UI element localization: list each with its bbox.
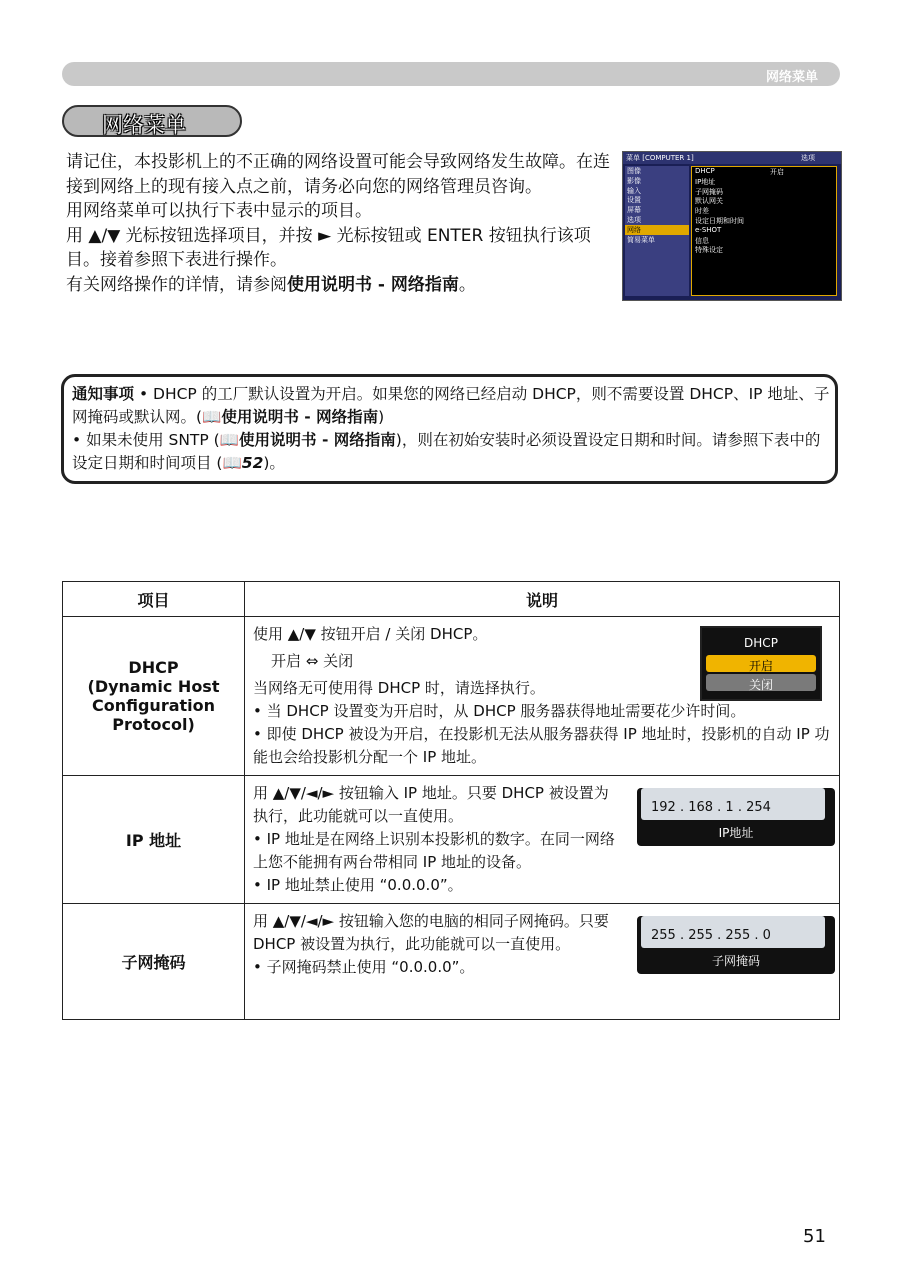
notice-line2-cont: )，则在初始安装时必须设置设定日期和时间。请参照下表中的设定日期和时间项目 (	[72, 431, 821, 472]
desc-line: 用 ▲/▼/◄/► 按钮输入您的电脑的相同子网掩码。只要 DHCP 被设置为执行，此功能就可以一直使用。	[253, 912, 609, 953]
notice-line1-end: )	[378, 408, 385, 426]
table-row-ip	[63, 776, 840, 904]
menu-left-item: 简易菜单	[627, 235, 655, 244]
menu-right-item: IP地址	[695, 177, 716, 186]
dhcp-osd-preview	[700, 626, 822, 701]
menu-right-label: DHCP	[695, 167, 715, 175]
intro-line: 用 ▲/▼ 光标按钮选择项目，并按 ► 光标按钮或 ENTER 按钮执行该项目。接着参照下表进行操作。	[66, 225, 591, 270]
notice-line2-end: )。	[263, 454, 285, 472]
menu-right-item: 时差	[695, 207, 709, 216]
intro-ref-suffix: 。	[458, 274, 476, 295]
menu-left-item: 输入	[627, 186, 641, 195]
subnet-osd-preview	[637, 916, 835, 974]
item-dhcp-line: DHCP	[128, 658, 179, 677]
page-number: 51	[803, 1226, 826, 1247]
desc-line: 当网络无可使用得 DHCP 时，请选择执行。	[253, 679, 545, 697]
desc-line: • IP 地址禁止使用 “0.0.0.0”。	[253, 876, 463, 894]
dhcp-osd-off: 关闭	[706, 674, 816, 691]
dhcp-osd-title: DHCP	[744, 636, 778, 650]
dhcp-osd-on: 开启	[706, 655, 816, 672]
table-row-subnet	[63, 904, 840, 1020]
manual-reference: 使用说明书 - 网络指南	[287, 274, 459, 295]
ip-osd-preview	[637, 788, 835, 846]
menu-right-item: 子网掩码	[695, 187, 723, 196]
col-item-header: 项目	[63, 582, 245, 617]
intro-text	[66, 150, 611, 297]
menu-right-item: 默认网关	[695, 197, 723, 206]
col-desc-header: 说明	[245, 582, 840, 617]
ip-osd-label: IP地址	[718, 826, 754, 840]
notice-text	[72, 383, 832, 475]
desc-line: • 子网掩码禁止使用 “0.0.0.0”。	[253, 958, 475, 976]
item-dhcp	[63, 617, 245, 776]
desc-subnet-text	[253, 910, 633, 979]
book-icon: 📖	[202, 408, 222, 426]
item-dhcp-line: Protocol)	[112, 715, 195, 734]
menu-right-item: 信息	[695, 236, 709, 245]
menu-right-item: 设定日期和时间	[695, 216, 744, 225]
menu-left-item: 图像	[627, 167, 641, 175]
desc-line: • 当 DHCP 设置变为开启时，从 DHCP 服务器获得地址需要花少许时间。	[253, 702, 746, 720]
section-header-label: 网络菜单	[765, 70, 818, 85]
book-icon: 📖	[219, 431, 240, 449]
item-dhcp-line: Configuration	[91, 696, 216, 715]
subnet-osd-value: 255 . 255 . 255 . 0	[641, 916, 825, 948]
desc-dhcp	[245, 617, 840, 776]
menu-left-item-selected: 网络	[625, 225, 689, 235]
table-row-dhcp	[63, 617, 840, 776]
menu-left-list	[625, 166, 689, 296]
notice-label: 通知事项	[72, 385, 135, 403]
intro-ref-prefix: 有关网络操作的详情，请参阅	[66, 274, 287, 295]
menu-left-item: 影像	[627, 176, 641, 185]
page-title-pill	[62, 105, 242, 137]
notice-line1: • DHCP 的工厂默认设置为开启。如果您的网络已经启动 DHCP，则不需要设置 DHCP、IP 地址、子网掩码或默认网。(	[72, 385, 830, 426]
page-reference: 52	[241, 454, 264, 472]
intro-line: 请记住，本投影机上的不正确的网络设置可能会导致网络发生故障。在连接到网络上的现有接入点之前，请务必向您的网络管理员咨询。	[66, 152, 610, 197]
desc-line: 使用 ▲/▼ 按钮开启 / 关闭 DHCP。	[253, 625, 488, 643]
menu-right-list	[691, 166, 837, 296]
desc-line: • 即使 DHCP 被设为开启，在投影机无法从服务器获得 IP 地址时，投影机的自动 IP 功能也会给投影机分配一个 IP 地址。	[253, 725, 830, 766]
menu-header	[623, 152, 841, 164]
notice-box	[61, 374, 838, 484]
desc-ip	[245, 776, 840, 904]
menu-header-option: 选项	[801, 154, 815, 162]
subnet-osd-label: 子网掩码	[711, 954, 760, 968]
section-header-bar	[62, 62, 840, 86]
network-items-table	[62, 581, 840, 1020]
desc-line: 开启 ⇔ 关闭	[271, 652, 354, 670]
manual-reference: 使用说明书 - 网络指南	[239, 431, 396, 449]
desc-ip-text	[253, 782, 623, 897]
menu-left-item: 选项	[627, 215, 641, 224]
manual-reference: 使用说明书 - 网络指南	[221, 408, 379, 426]
item-dhcp-line: (Dynamic Host	[87, 677, 220, 696]
network-menu-screenshot	[622, 151, 842, 301]
desc-line: • IP 地址是在网络上识别本投影机的数字。在同一网络上您不能拥有两台带相同 IP 地址的设备。	[253, 830, 615, 871]
desc-line: 用 ▲/▼/◄/► 按钮输入 IP 地址。只要 DHCP 被设置为执行，此功能就可以一直使用。	[253, 784, 609, 825]
menu-left-item: 屏幕	[627, 206, 641, 215]
book-icon: 📖	[222, 454, 242, 472]
menu-dhcp-value: 开启	[770, 168, 784, 176]
desc-subnet	[245, 904, 840, 1020]
item-subnet: 子网掩码	[63, 904, 245, 1020]
ip-osd-value: 192 . 168 . 1 . 254	[641, 788, 825, 820]
page-title: 网络菜单	[102, 113, 186, 137]
menu-left-item: 设置	[627, 196, 641, 205]
menu-right-item	[692, 167, 836, 177]
menu-right-item: 特殊设定	[695, 246, 723, 255]
intro-line	[66, 273, 611, 298]
notice-line2: • 如果未使用 SNTP (	[72, 431, 220, 449]
intro-line: 用网络菜单可以执行下表中显示的项目。	[66, 201, 372, 221]
menu-header-title: 菜单 [COMPUTER 1]	[626, 154, 694, 162]
menu-right-item: e-SHOT	[695, 225, 722, 234]
table-header-row	[63, 582, 840, 617]
item-ip: IP 地址	[63, 776, 245, 904]
